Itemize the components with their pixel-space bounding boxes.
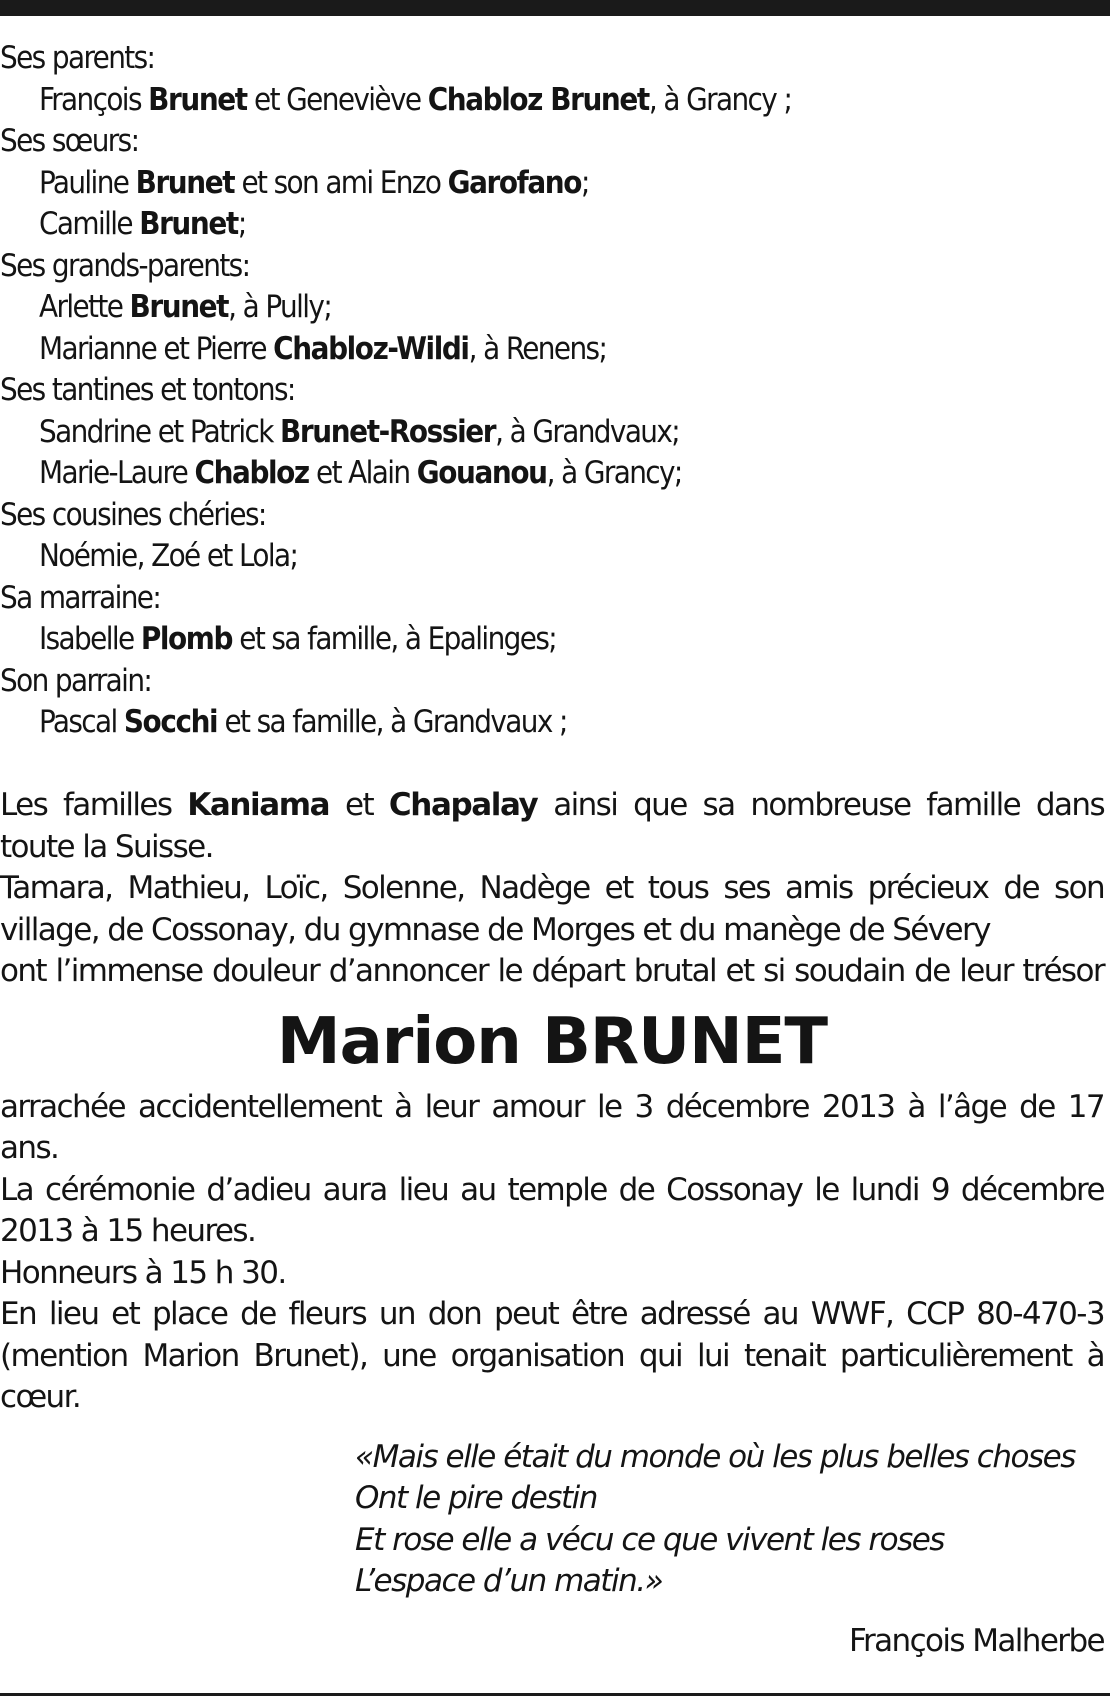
aunt-uncle-entry: Marie-Laure Chabloz et Alain Gouanou, à Grancy; <box>39 455 682 491</box>
grandparents-heading: Ses grands-parents: <box>0 247 250 284</box>
aunt-uncle-entry: Sandrine et Patrick Brunet-Rossier, à Grandvaux; <box>39 413 680 450</box>
death-paragraph: arrachée accidentellement à leur amour le 3 décembre 2013 à l’âge de 17 ans. <box>0 1088 1104 1166</box>
poem-quote <box>355 1437 1104 1603</box>
poem-author: François Malherbe <box>849 1622 1104 1659</box>
parents-heading: Ses parents: <box>0 40 155 76</box>
top-border-bar <box>0 0 1110 16</box>
godfather-entry: Pascal Socchi et sa famille, à Grandvaux ; <box>39 704 567 740</box>
godmother-heading: Sa marraine: <box>0 579 161 616</box>
deceased-name: Marion BRUNET <box>276 1004 828 1079</box>
poem-line: Et rose elle a vécu ce que vivent les roses <box>355 1521 944 1558</box>
poem-line: «Mais elle était du monde où les plus belles choses <box>355 1438 1075 1475</box>
poem-line: L’espace d’un matin.» <box>355 1563 663 1599</box>
bottom-border-rule <box>0 1693 1110 1696</box>
sisters-heading: Ses sœurs: <box>0 123 139 159</box>
sister-entry: Camille Brunet; <box>39 206 246 242</box>
parents-entry: François Brunet et Geneviève Chabloz Brunet, à Grancy ; <box>39 81 792 118</box>
grandparent-entry: Marianne et Pierre Chabloz-Wildi, à Renens; <box>39 330 607 367</box>
aunts-uncles-heading: Ses tantines et tontons: <box>0 372 295 408</box>
families-paragraph: Les familles Kaniama et Chapalay ainsi que sa nombreuse famille dans toute la Suisse. <box>0 787 1104 865</box>
obituary-notice <box>0 38 1104 1662</box>
donation-paragraph: En lieu et place de fleurs un don peut être adressé au WWF, CCP 80-470-3 (mention Marion Brunet), une organisation qui lui tenait particulièrement à cœur. <box>0 1296 1104 1415</box>
godmother-entry: Isabelle Plomb et sa famille, à Epalinges; <box>39 621 557 657</box>
sorrow-line: ont l’immense douleur d’annoncer le départ brutal et si soudain de leur trésor <box>0 953 1104 989</box>
cousins-heading: Ses cousines chéries: <box>0 496 266 533</box>
godfather-heading: Son parrain: <box>0 662 152 699</box>
cousins-entry: Noémie, Zoé et Lola; <box>39 538 298 574</box>
honors-paragraph: Honneurs à 15 h 30. <box>0 1254 286 1291</box>
ceremony-paragraph: La cérémonie d’adieu aura lieu au temple de Cossonay le lundi 9 décembre 2013 à 15 heures. <box>0 1171 1104 1249</box>
friends-paragraph: Tamara, Mathieu, Loïc, Solenne, Nadège et tous ses amis précieux de son village, de Cossonay, du gymnase de Morges et du manège de Sévery <box>0 870 1104 948</box>
poem-line: Ont le pire destin <box>355 1480 597 1516</box>
grandparent-entry: Arlette Brunet, à Pully; <box>39 289 332 325</box>
spacer <box>0 744 1104 786</box>
sister-entry: Pauline Brunet et son ami Enzo Garofano; <box>39 164 589 201</box>
